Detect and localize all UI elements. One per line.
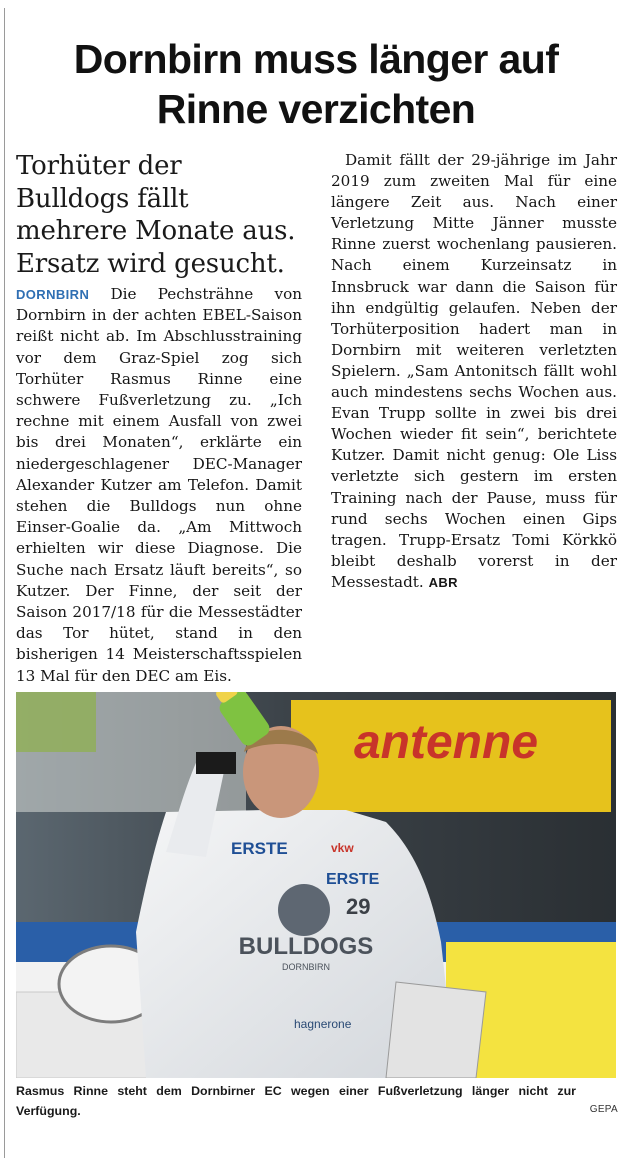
left-column bbox=[16, 150, 302, 687]
body-paragraph-1-text: Die Pechsträhne von Dornbirn in der achten EBEL-Saison reißt nicht ab. Im Abschlusstraining vor dem Graz-Spiel zog sich Torhüter Rasmus Rinne eine schwere Fußverletzung zu. „Ich rechne mit einem Ausfall von zwei bis drei Monaten“, erklärte ein niedergeschlagener DEC-Manager Alexander Kutzer am Telefon. Damit stehen die Bulldogs nun ohne Einser-Goalie da. „Am Mittwoch erhielten wir diese Diagnose. Die Suche nach Ersatz läuft bereits“, so Kutzer. Der Finne, der seit der Saison 2017/18 für die Messestädter das Tor hütet, stand in den bisherigen 14 Meisterschaftsspielen 13 Mal für den DEC am Eis. bbox=[16, 285, 303, 685]
sponsor-erste-sleeve: ERSTE bbox=[326, 871, 380, 888]
sponsor-hagnerone: hagnerone bbox=[294, 1017, 352, 1031]
arena-green-sign bbox=[16, 692, 96, 752]
team-city: DORNBIRN bbox=[281, 962, 331, 972]
headline-line-2: Rinne verzichten bbox=[156, 86, 476, 132]
photo-caption: Rasmus Rinne steht dem Dornbirner EC wegen einer Fußverletzung länger nicht zur Verfügung. bbox=[16, 1084, 576, 1118]
photo-illustration bbox=[16, 692, 616, 1078]
banner-logo: antenne bbox=[353, 716, 539, 769]
headline-line-1: Dornbirn muss länger auf bbox=[73, 36, 559, 82]
author-initials: ABR bbox=[428, 574, 458, 590]
glove-cuff bbox=[196, 752, 236, 774]
dateline: DORNBIRN bbox=[16, 287, 90, 302]
article-photo bbox=[16, 692, 616, 1078]
team-wordmark: BULLDOGS bbox=[238, 933, 374, 960]
subheadline: Torhüter der Bulldogs fällt mehrere Monate aus. Ersatz wird gesucht. bbox=[16, 151, 296, 279]
right-column bbox=[331, 150, 617, 593]
goalie-pad bbox=[386, 982, 486, 1078]
body-paragraph-1 bbox=[16, 284, 302, 687]
body-paragraph-2-text: Damit fällt der 29-jährige im Jahr 2019 zum zweiten Mal für eine längere Zeit aus. Nach einer Verletzung Mitte Jänner musste Rinne zuerst wochenlang pausieren. Nach einem Kurzeinsatz in Innsbruck war dann die Saison für ihn endgültig gelaufen. Neben der Torhüterposition hadert man in Dornbirn mit weiteren verletzten Spielern. „Sam Antonitsch fällt wohl auch mindestens sechs Wochen aus. Evan Trupp sollte in zwei bis drei Wochen wieder fit sein“, berichtete Kutzer. Damit nicht genug: Ole Liss verletzte sich gestern im ersten Training nach der Pause, muss für rund sechs Wochen einen Gips tragen. Trupp-Ersatz Tomi Körkkö bleibt deshalb vorerst in der Messestadt. bbox=[331, 151, 617, 591]
headline bbox=[14, 34, 618, 134]
sponsor-vkw: vkw bbox=[331, 841, 354, 855]
column-rule bbox=[4, 8, 5, 1158]
jersey-number: 29 bbox=[346, 894, 371, 919]
team-crest bbox=[278, 884, 330, 936]
photo-credit: GEPA bbox=[589, 1104, 618, 1115]
sponsor-erste-main: ERSTE bbox=[231, 839, 288, 858]
body-paragraph-2 bbox=[331, 150, 617, 593]
